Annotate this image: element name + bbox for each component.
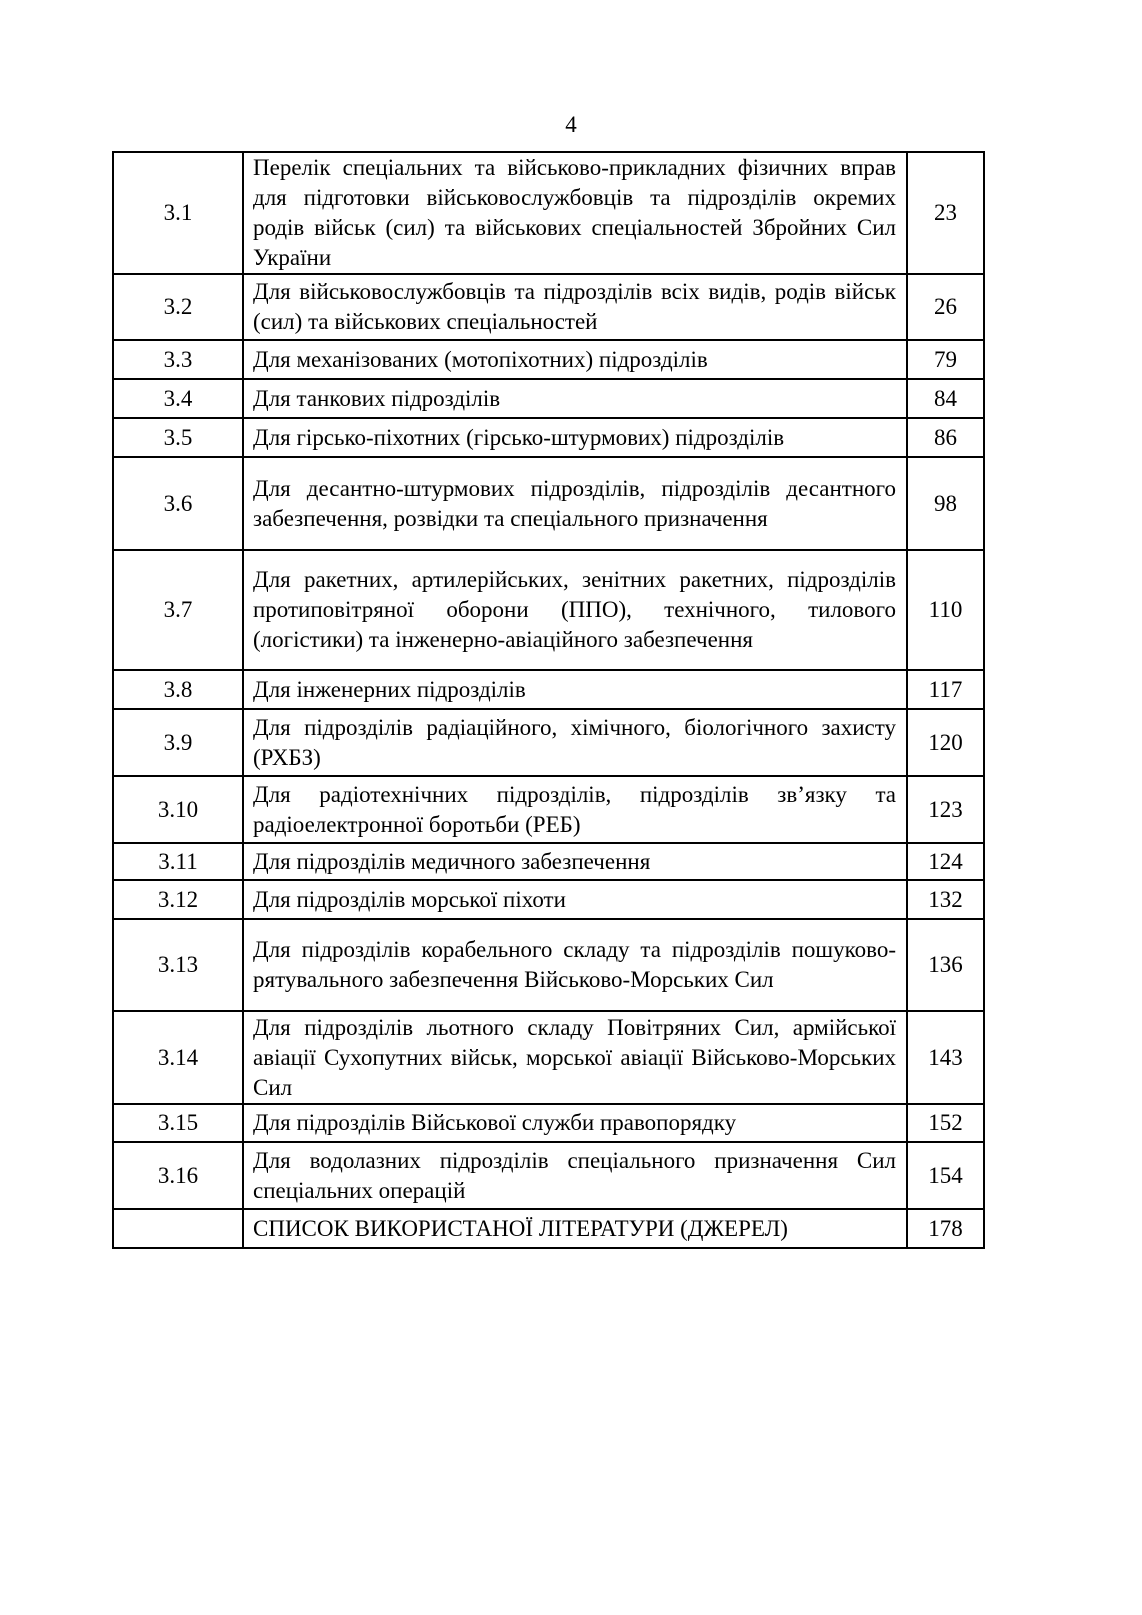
table-row <box>113 709 984 776</box>
section-page: 120 <box>907 709 984 776</box>
section-number: 3.16 <box>113 1142 243 1209</box>
section-title: Для механізованих (мотопіхотних) підрозділів <box>243 340 907 379</box>
section-number: 3.9 <box>113 709 243 776</box>
section-title: Для підрозділів льотного складу Повітряних Сил, армійської авіації Сухопутних військ, морської авіації Військово-Морських Сил <box>243 1011 907 1104</box>
section-number: 3.4 <box>113 379 243 418</box>
section-page: 23 <box>907 152 984 274</box>
table-row <box>113 379 984 418</box>
table-row <box>113 776 984 843</box>
section-title: Для гірсько-піхотних (гірсько-штурмових) підрозділів <box>243 418 907 457</box>
section-title: Для десантно-штурмових підрозділів, підрозділів десантного забезпечення, розвідки та спеціального призначення <box>243 457 907 550</box>
table-row <box>113 1011 984 1104</box>
table-row <box>113 340 984 379</box>
section-title: Для підрозділів Військової служби правопорядку <box>243 1104 907 1142</box>
section-title: Для підрозділів корабельного складу та підрозділів пошуково-рятувального забезпечення Військово-Морських Сил <box>243 919 907 1011</box>
section-number: 3.8 <box>113 670 243 709</box>
table-row <box>113 670 984 709</box>
section-title: Для водолазних підрозділів спеціального призначення Сил спеціальних операцій <box>243 1142 907 1209</box>
section-number: 3.15 <box>113 1104 243 1142</box>
section-page: 117 <box>907 670 984 709</box>
section-number: 3.2 <box>113 274 243 340</box>
section-number: 3.7 <box>113 550 243 670</box>
page-number: 4 <box>565 112 577 137</box>
section-title: Для ракетних, артилерійських, зенітних ракетних, підрозділів протиповітряної оборони (ППО), технічного, тилового (логістики) та інженерно-авіаційного забезпечення <box>243 550 907 670</box>
table-row <box>113 274 984 340</box>
section-title: Для військовослужбовців та підрозділів всіх видів, родів військ (сил) та військових спеціальностей <box>243 274 907 340</box>
table-row <box>113 880 984 919</box>
section-number: 3.3 <box>113 340 243 379</box>
table-row <box>113 152 984 274</box>
section-number: 3.1 <box>113 152 243 274</box>
section-number: 3.11 <box>113 843 243 880</box>
section-page: 152 <box>907 1104 984 1142</box>
section-title: Для інженерних підрозділів <box>243 670 907 709</box>
section-page: 123 <box>907 776 984 843</box>
section-page: 132 <box>907 880 984 919</box>
table-row <box>113 418 984 457</box>
section-title: Для радіотехнічних підрозділів, підрозділів зв’язку та радіоелектронної боротьби (РЕБ) <box>243 776 907 843</box>
section-page: 143 <box>907 1011 984 1104</box>
section-number: 3.10 <box>113 776 243 843</box>
contents-table <box>112 151 985 1249</box>
table-row <box>113 1104 984 1142</box>
section-page: 136 <box>907 919 984 1011</box>
section-page: 26 <box>907 274 984 340</box>
section-page: 124 <box>907 843 984 880</box>
section-page: 110 <box>907 550 984 670</box>
section-page: 84 <box>907 379 984 418</box>
section-number: 3.14 <box>113 1011 243 1104</box>
table-row <box>113 919 984 1011</box>
table-row <box>113 1209 984 1248</box>
section-page: 154 <box>907 1142 984 1209</box>
section-number: 3.13 <box>113 919 243 1011</box>
section-number: 3.12 <box>113 880 243 919</box>
section-page: 178 <box>907 1209 984 1248</box>
section-title: Для підрозділів морської піхоти <box>243 880 907 919</box>
section-page: 79 <box>907 340 984 379</box>
table-row <box>113 1142 984 1209</box>
table-row <box>113 843 984 880</box>
section-title: Для підрозділів радіаційного, хімічного, біологічного захисту (РХБЗ) <box>243 709 907 776</box>
section-number <box>113 1209 243 1248</box>
table-row <box>113 550 984 670</box>
section-number: 3.6 <box>113 457 243 550</box>
section-page: 86 <box>907 418 984 457</box>
section-page: 98 <box>907 457 984 550</box>
section-title: Для підрозділів медичного забезпечення <box>243 843 907 880</box>
section-number: 3.5 <box>113 418 243 457</box>
section-title: Перелік спеціальних та військово-прикладних фізичних вправ для підготовки військовослужбовців та підрозділів окремих родів військ (сил) та військових спеціальностей Збройних Сил України <box>243 152 907 274</box>
section-title: Для танкових підрозділів <box>243 379 907 418</box>
section-title: СПИСОК ВИКОРИСТАНОЇ ЛІТЕРАТУРИ (ДЖЕРЕЛ) <box>243 1209 907 1248</box>
table-row <box>113 457 984 550</box>
